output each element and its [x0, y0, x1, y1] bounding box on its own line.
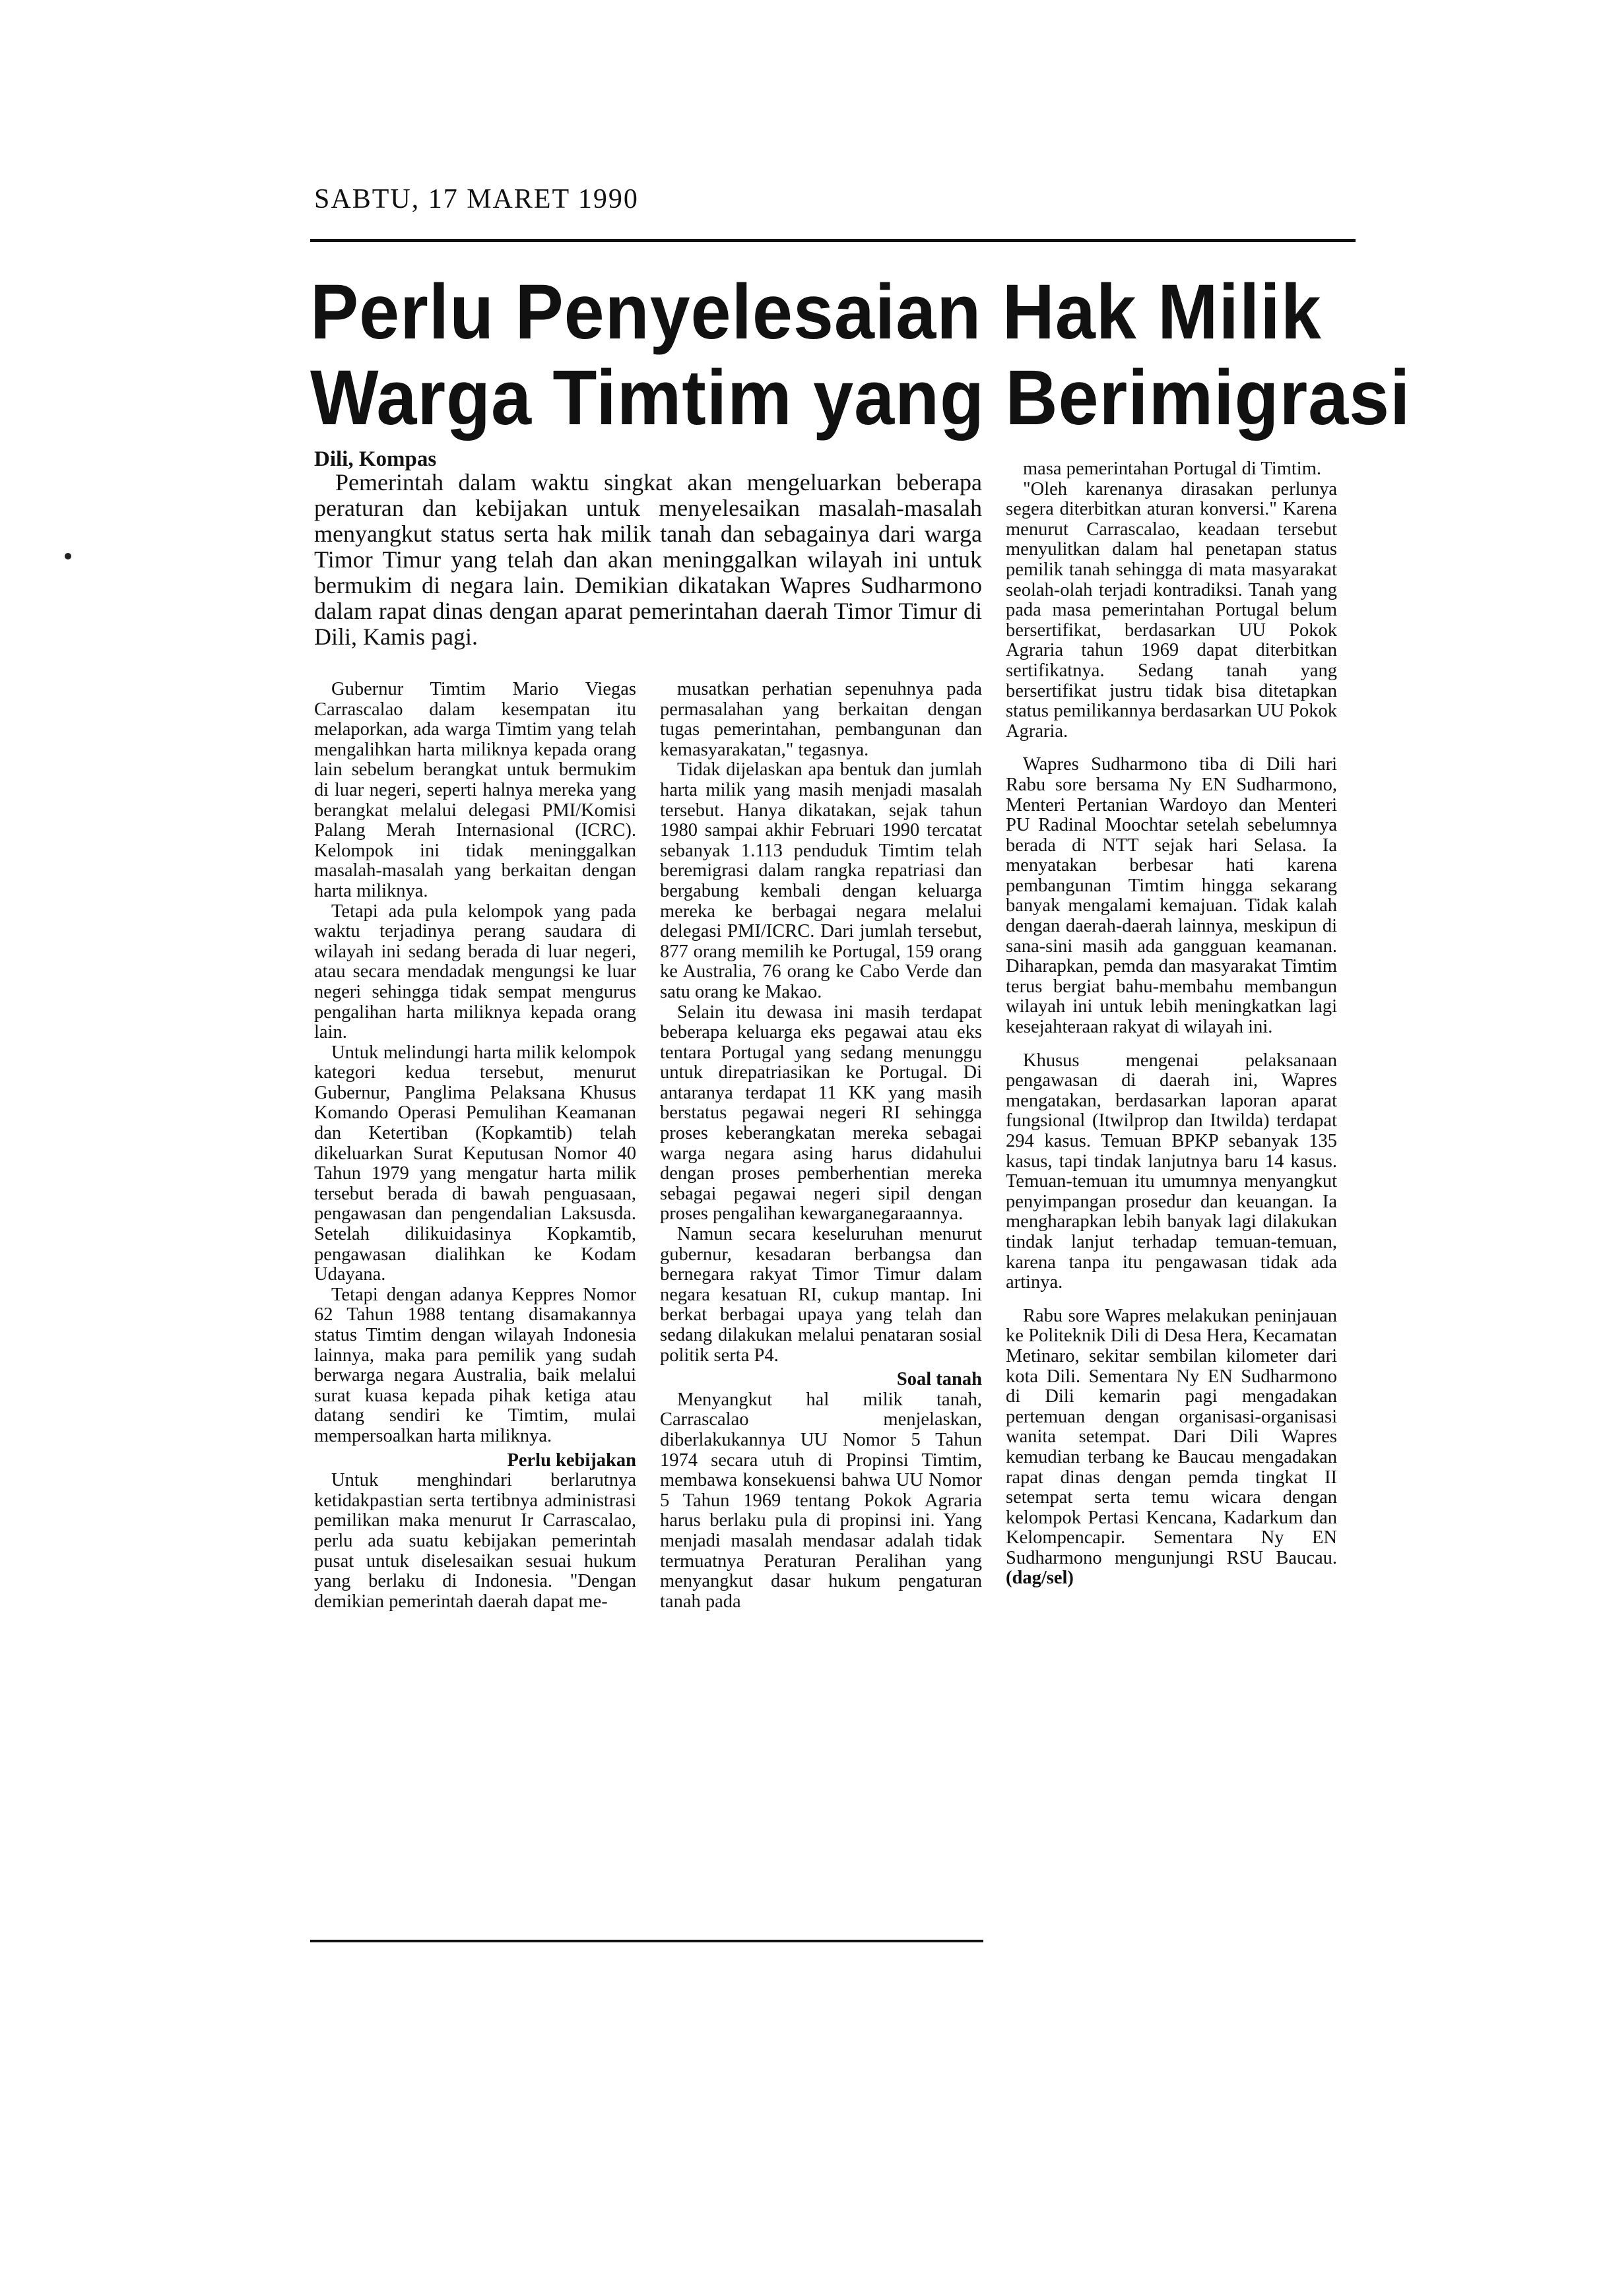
column-bottom-rule [310, 1940, 983, 1942]
column-2 [660, 680, 982, 1612]
byline: Dili, Kompas [314, 447, 437, 471]
subheading: Soal tanah [896, 1369, 982, 1390]
lead-text: Pemerintah dalam waktu singkat akan mengeluarkan beberapa peraturan dan kebijakan untuk menyelesaikan masalah-masalah menyangkut status serta hak milik tanah dan sebagainya dari warga Timor Timur yang telah dan akan meninggalkan wilayah ini untuk bermukim di negara lain. Demikian dikatakan Wapres Sudharmono dalam rapat dinas dengan aparat pemerintahan daerah Timor Timur di Dili, Kamis pagi. [314, 469, 982, 650]
paragraph: Namun secara keseluruhan menurut gubernur, kesadaran berbangsa dan bernegara rakyat Timor Timur dalam negara kesatuan RI, cukup mantap. Ini berkat berbagai upaya yang telah dan sedang dilakukan melalui penataran sosial politik serta P4. [660, 1224, 982, 1366]
column-3 [1006, 459, 1337, 1589]
lead-paragraph [314, 470, 982, 650]
headline [310, 269, 1411, 441]
paragraph: Untuk melindungi harta milik kelompok kategori kedua tersebut, menurut Gubernur, Panglima Pelaksana Khusus Komando Operasi Pemulihan Keamanan dan Ketertiban (Kopkamtib) telah dikeluarkan Surat Keputusan Nomor 40 Tahun 1979 yang mengatur harta milik tersebut berada di bawah penguasaan, pengawasan dan pengendalian Laksusda. Setelah dilikuidasinya Kopkamtib, pengawasan dialihkan ke Kodam Udayana. [314, 1042, 636, 1285]
dateline: SABTU, 17 MARET 1990 [314, 184, 639, 214]
paragraph: Gubernur Timtim Mario Viegas Carrascalao dalam kesempatan itu melaporkan, ada warga Timtim yang telah mengalihkan harta miliknya kepada orang lain sebelum berangkat untuk bermukim di luar negeri, seperti halnya mereka yang berangkat melalui delegasi PMI/Komisi Palang Merah Internasional (ICRC). Kelompok ini tidak meninggalkan masalah-masalah yang berkaitan dengan harta miliknya. [314, 679, 636, 901]
paragraph: Tetapi dengan adanya Keppres Nomor 62 Tahun 1988 tentang disamakannya status Timtim dengan wilayah Indonesia lainnya, maka para pemilik yang sudah berwarga negara Australia, baik melalui surat kuasa kepada pihak ketiga atau datang sendiri ke Timtim, mulai mempersoalkan harta miliknya. [314, 1284, 636, 1446]
headline-line-1: Perlu Penyelesaian Hak Milik [310, 269, 1322, 356]
paragraph: Menyangkut hal milik tanah, Carrascalao menjelaskan, diberlakukannya UU Nomor 5 Tahun 1974 secara utuh di Propinsi Timtim, membawa konsekuensi bahwa UU Nomor 5 Tahun 1969 tentang Pokok Agraria harus berlaku pula di propinsi ini. Yang menjadi masalah mendasar adalah tidak termuatnya Peraturan Peralihan yang menyangkut dasar hukum pengaturan tanah pada [660, 1389, 982, 1612]
paragraph: Untuk menghindari berlarutnya ketidakpastian serta tertibnya administrasi pemilikan maka menurut Ir Carrascalao, perlu ada suatu kebijakan pemerintah pusat untuk diselesaikan sesuai hukum yang berlaku di Indonesia. "Dengan demikian pemerintah daerah dapat me- [314, 1470, 636, 1612]
paragraph: masa pemerintahan Portugal di Timtim. [1023, 459, 1322, 479]
paragraph: Tidak dijelaskan apa bentuk dan jumlah harta milik yang masih menjadi masalah tersebut. Hanya dikatakan, sejak tahun 1980 sampai akhir Februari 1990 tercatat sebanyak 1.113 penduduk Timtim telah beremigrasi dalam rangka repatriasi dan bergabung kembali dengan keluarga mereka ke berbagai negara melalui delegasi PMI/ICRC. Dari jumlah tersebut, 877 orang memilih ke Portugal, 159 orang ke Australia, 76 orang ke Cabo Verde dan satu orang ke Makao. [660, 759, 982, 1002]
author-signature: (dag/sel) [1006, 1568, 1074, 1589]
paragraph: Wapres Sudharmono tiba di Dili hari Rabu sore bersama Ny EN Sudharmono, Menteri Pertanian Wardoyo dan Menteri PU Radinal Moochtar setelah sebelumnya berada di NTT sejak hari Selasa. Ia menyatakan berbesar hati karena pembangunan Timtim hingga sekarang banyak mengalami kemajuan. Tidak kalah dengan daerah-daerah lainnya, meskipun di sana-sini masih ada gangguan keamanan. Diharapkan, pemda dan masyarakat Timtim terus bergiat bahu-membahu membangun wilayah ini untuk lebih meningkatkan lagi kesejahteraan rakyat di wilayah ini. [1006, 754, 1337, 1038]
paragraph: "Oleh karenanya dirasakan perlunya segera diterbitkan aturan konversi." Karena menurut Carrascalao, keadaan tersebut menyulitkan dalam hal penetapan status pemilik tanah sehingga di mata masyarakat seolah-olah terjadi kontradiksi. Tanah yang pada masa pemerintahan Portugal belum bersertifikat, berdasarkan UU Pokok Agraria tahun 1969 dapat diterbitkan sertifikatnya. Sedang tanah yang bersertifikat justru tidak bisa ditetapkan status pemilikannya berdasarkan UU Pokok Agraria. [1006, 478, 1337, 742]
stray-mark [65, 553, 71, 559]
paragraph: musatkan perhatian sepenuhnya pada permasalahan yang berkaitan dengan tugas pemerintahan, pembangunan dan kemasyarakatan," tegasnya. [660, 679, 982, 760]
paragraph-text: Rabu sore Wapres melakukan peninjauan ke Politeknik Dili di Desa Hera, Kecamatan Metinaro, sekitar sembilan kilometer dari kota Dili. Sementara Ny EN Sudharmono di Dili kemarin pagi mengadakan pertemuan dengan organisasi-organisasi wanita setempat. Dari Dili Wapres kemudian terbang ke Baucau mengadakan rapat dinas dengan pemda tingkat II setempat serta temu wicara dengan kelompok Pertasi Kencana, Kadarkum dan Kelompencapir. Sementara Ny EN Sudharmono mengunjungi RSU Baucau. [1006, 1305, 1337, 1568]
header-rule [310, 239, 1356, 242]
paragraph: Selain itu dewasa ini masih terdapat beberapa keluarga eks pegawai atau eks tentara Portugal yang sedang menunggu untuk direpatriasikan ke Portugal. Di antaranya terdapat 11 KK yang masih berstatus pegawai negeri RI sehingga proses keberangkatan mereka sebagai warga negara asing harus didahului dengan proses pemberhentian mereka sebagai pegawai negeri sipil dengan proses pengalihan kewarganegaraannya. [660, 1002, 982, 1225]
headline-line-2: Warga Timtim yang Berimigrasi [310, 354, 1411, 441]
subheading: Perlu kebijakan [507, 1450, 636, 1471]
paragraph [1006, 1306, 1337, 1589]
paragraph: Khusus mengenai pelaksanaan pengawasan di daerah ini, Wapres mengatakan, berdasarkan laporan aparat fungsional (Itwilprop dan Itwilda) terdapat 294 kasus. Temuan BPKP sebanyak 135 kasus, tapi tindak lanjutnya baru 14 kasus. Temuan-temuan itu umumnya menyangkut penyimpangan prosedur dan keuangan. Ia mengharapkan lebih banyak lagi dilakukan tindak lanjut terhadap temuan-temuan, karena tanpa itu pengawasan tidak ada artinya. [1006, 1050, 1337, 1293]
paragraph: Tetapi ada pula kelompok yang pada waktu terjadinya perang saudara di wilayah ini sedang berada di luar negeri, atau secara mendadak mengungsi ke luar negeri sehingga tidak sempat mengurus pengalihan harta miliknya kepada orang lain. [314, 901, 636, 1043]
column-1 [314, 680, 636, 1612]
